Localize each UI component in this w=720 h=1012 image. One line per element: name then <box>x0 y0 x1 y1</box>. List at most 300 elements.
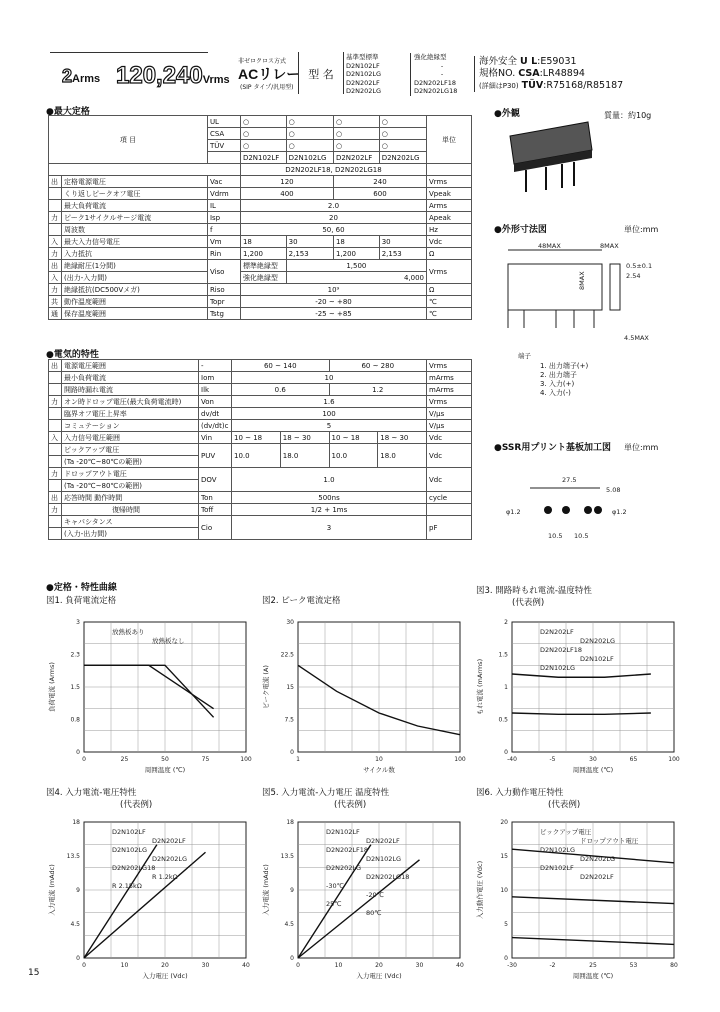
fig6-title: 図6. 入力動作電圧特性 <box>476 788 564 798</box>
series-label: D2N202LG <box>580 855 616 863</box>
cert-mark: ○ <box>333 140 379 152</box>
row-name: 絶縁耐圧(1分間) <box>62 260 208 272</box>
side-label: 力 <box>49 212 62 224</box>
row-unit: pF <box>427 516 472 540</box>
row-unit: ℃ <box>427 296 472 308</box>
row-unit: Vrms <box>427 360 472 372</box>
x-tick-label: 53 <box>629 962 638 969</box>
series-label: D2N102LF <box>540 864 574 872</box>
certifications <box>474 56 623 92</box>
series-label: D2N102LG <box>112 846 148 854</box>
type-main: ACリレー <box>238 66 301 82</box>
type-line1: 非ゼロクロス方式 <box>238 58 287 65</box>
model-cell: D2N202LF <box>333 152 379 164</box>
cert-mark: ○ <box>240 128 286 140</box>
voltage-rating <box>116 62 230 90</box>
cert-mark: ○ <box>379 140 426 152</box>
resp-off: 復帰時間 <box>62 504 199 516</box>
series-label: D2N202LF <box>366 837 400 845</box>
dim-height: 8MAX <box>578 271 586 290</box>
x-axis-label: 周囲温度 (℃) <box>144 766 186 774</box>
row-sym: Vac <box>207 176 240 188</box>
fig4-chart <box>44 808 256 984</box>
row-val: 2,153 <box>379 248 426 260</box>
series-line <box>512 713 651 714</box>
y-tick-label: 0 <box>290 749 294 756</box>
safety-models <box>410 53 470 96</box>
row-sym: Ilk <box>199 384 232 396</box>
row-val: 1.6 <box>232 396 427 408</box>
y-tick-label: 0.8 <box>70 716 80 724</box>
x-tick-label: 30 <box>415 962 424 969</box>
fig1-title: 図1. 負荷電流定格 <box>46 596 117 606</box>
fig3-title: 図3. 開路時もれ電流-温度特性 <box>476 586 592 596</box>
dimensions-heading: ●外形寸法図 <box>494 225 547 235</box>
row-val: 2.0 <box>240 200 426 212</box>
pcb-dim1: 27.5 <box>562 476 577 484</box>
row-unit: V/μs <box>427 408 472 420</box>
pcb-label-right: φ1.2 <box>612 508 627 516</box>
row-val: 10.0 <box>329 444 378 468</box>
y-tick-label: 18 <box>72 819 80 826</box>
y-tick-label: 20 <box>500 819 508 826</box>
row-sym: - <box>199 360 232 372</box>
pcb-unit: 単位:mm <box>624 443 659 452</box>
x-tick-label: -30 <box>507 962 517 969</box>
dim-note2: 2.54 <box>626 272 641 280</box>
row-val: -25 ~ +85 <box>240 308 426 320</box>
row-unit: mArms <box>427 372 472 384</box>
y-tick-label: 4.5 <box>70 921 80 928</box>
safety-model: - <box>440 70 444 78</box>
series-label: D2N102LG <box>540 664 576 672</box>
row-val: 0.6 <box>232 384 330 396</box>
isolation-std: 標準絶縁型 <box>240 260 286 272</box>
cert-mark: ○ <box>286 128 333 140</box>
x-tick-label: 65 <box>629 756 638 763</box>
y-tick-label: 2.3 <box>70 651 80 659</box>
y-tick-label: 0 <box>504 955 508 962</box>
row-val: 18.0 <box>280 444 329 468</box>
row-unit: Ω <box>427 284 472 296</box>
model-label: 型 名 <box>308 68 334 81</box>
series-label: ピックアップ電圧 <box>540 828 592 836</box>
row-val: 50, 60 <box>240 224 426 236</box>
series-label: 80℃ <box>366 909 382 917</box>
x-axis-label: 入力電圧 (Vdc) <box>142 972 188 980</box>
row-name: 保存温度範囲 <box>62 308 208 320</box>
x-axis-label: 周囲温度 (℃) <box>572 766 614 774</box>
row-sym: f <box>207 224 240 236</box>
row-val: 1,500 <box>286 260 426 272</box>
pcb-hole <box>562 506 570 514</box>
row-sub: (Ta -20℃~80℃の範囲) <box>62 480 199 492</box>
row-val: 1,200 <box>240 248 286 260</box>
resp-on: 動作時間 <box>94 493 123 502</box>
row-sym: Ton <box>199 492 232 504</box>
row-val: 1/2 + 1ms <box>232 504 427 516</box>
row-sym: Rin <box>207 248 240 260</box>
x-tick-label: -5 <box>549 756 556 763</box>
x-tick-label: 40 <box>456 962 464 969</box>
fig2-chart <box>258 608 470 778</box>
row-name: 動作温度範囲 <box>62 296 208 308</box>
y-tick-label: 3 <box>76 619 80 626</box>
std-model: D2N102LF <box>346 61 380 70</box>
std-model: D2N202LG <box>346 87 382 95</box>
row-val: 18 ~ 30 <box>378 432 427 444</box>
row-name: 臨界オフ電圧上昇率 <box>62 408 199 420</box>
series-label: ドロップアウト電圧 <box>580 837 639 845</box>
y-tick-label: 0.5 <box>498 716 508 724</box>
y-tick-label: 18 <box>286 819 294 826</box>
row-val: 2,153 <box>286 248 333 260</box>
x-axis-label: 周囲温度 (℃) <box>572 972 614 980</box>
cert-mark: ○ <box>240 140 286 152</box>
body-outline <box>508 264 602 310</box>
series-label: 放熱板なし <box>152 637 185 645</box>
model-cell: D2N102LG <box>286 152 333 164</box>
fig5-title: 図5. 入力電流-入力電圧 温度特性 <box>262 788 390 798</box>
row-sym: Topr <box>207 296 240 308</box>
row-unit: Vdc <box>427 468 472 492</box>
x-tick-label: 10 <box>375 756 383 763</box>
type-line2: (SIP タイプ/汎用型) <box>240 84 294 91</box>
cert-row-label: TÜV <box>207 140 240 152</box>
detail-ref: (詳細はP30) <box>479 82 519 90</box>
y-tick-label: 15 <box>286 684 294 691</box>
fig2-title: 図2. ピーク電流定格 <box>262 596 341 606</box>
x-tick-label: 30 <box>589 756 597 763</box>
series-label: D2N202LF18 <box>540 646 583 654</box>
row-sym: PUV <box>199 444 232 468</box>
series-label: D2N202LG <box>152 855 188 863</box>
x-tick-label: 20 <box>161 962 169 969</box>
elec-chars-table: 出 電源電圧範囲 - 60 ~ 140 60 ~ 280 Vrms 最小負荷電流 Iom 10 mArms 開路時漏れ電流 Ilk 0.6 1.2 mArms 力 オン時ドロップ電圧(最大負荷電流時) Von 1.6 Vrms 臨界オフ電圧上昇率 dv/dt 100 V/μs コミュテーション (dv/dt)c 5 V/μs 入 入力信号電圧範囲 Vin 10 ~ 18 18 ~ 30 10 ~ 18 18 ~ 30 Vdc ピックアップ電圧 PUV 10.0 18.0 10.0 18.0 Vdc (Ta -20℃~80℃の範囲) 力 ドロップアウト電圧 DOV 1.0 Vdc (Ta -20℃~80℃の範囲) 出 応答時間 動作時間 Ton 500ns cycle 力 復帰時間 Toff 1/2 + 1ms キャパシタンス Cio 3 pF (入力-出力間) <box>48 359 472 540</box>
row-sym: Von <box>199 396 232 408</box>
series-line <box>84 845 157 958</box>
pin-item: 1. 出力端子(+) <box>540 362 589 370</box>
pcb-label-left: φ1.2 <box>506 508 521 516</box>
y-tick-label: 9 <box>76 887 80 894</box>
fig5-chart <box>258 808 470 984</box>
row-name: ドロップアウト電圧 <box>62 468 199 480</box>
row-sym: Isp <box>207 212 240 224</box>
cert-mark: ○ <box>379 128 426 140</box>
cert-csa-no: :LR48894 <box>539 68 585 79</box>
page-number: 15 <box>28 968 40 978</box>
row-sym: IL <box>207 200 240 212</box>
row-name: 定格電源電圧 <box>62 176 208 188</box>
x-tick-label: 10 <box>334 962 343 969</box>
side-outline <box>610 264 620 310</box>
cert-mark: ○ <box>286 140 333 152</box>
row-sym: Vm <box>207 236 240 248</box>
y-axis-label: 負荷電流 (Arms) <box>48 662 56 712</box>
row-name: 最大入力信号電圧 <box>62 236 208 248</box>
header-rule <box>50 52 208 53</box>
x-tick-label: 75 <box>201 756 210 763</box>
row-val: 20 <box>240 212 426 224</box>
x-tick-label: 10 <box>120 962 129 969</box>
item-header: 項 目 <box>49 116 208 164</box>
dim-width: 48MAX <box>538 242 561 250</box>
pcb-dim4: 10.5 <box>574 532 589 540</box>
row-unit: Vrms <box>427 176 472 188</box>
row-val: 100 <box>232 408 427 420</box>
pcb-drawing <box>500 470 670 550</box>
row-unit: Ω <box>427 248 472 260</box>
row-sym: Toff <box>199 504 232 516</box>
fig6-sub: (代表例) <box>548 800 581 810</box>
row-sym: Cio <box>199 516 232 540</box>
row-unit: Vdc <box>427 432 472 444</box>
row-sub: (出力-入力間) <box>62 272 208 284</box>
fig3-chart <box>472 608 684 778</box>
series-label: D2N202LF <box>152 837 186 845</box>
y-tick-label: 10 <box>500 887 508 894</box>
x-tick-label: 25 <box>120 756 129 763</box>
x-tick-label: -2 <box>549 962 556 969</box>
row-val: 30 <box>379 236 426 248</box>
x-tick-label: 100 <box>668 756 680 763</box>
voltage-unit: Vrms <box>202 74 230 86</box>
row-val: 3 <box>232 516 427 540</box>
cert-ul: U L <box>520 56 538 67</box>
row-name: キャパシタンス <box>62 516 199 528</box>
cert-mark: ○ <box>286 116 333 128</box>
y-tick-label: 1.5 <box>498 651 508 659</box>
series-label: D2N202LG <box>580 637 616 645</box>
pcb-dim3: 10.5 <box>548 532 563 540</box>
row-name: 絶縁抵抗(DC500Vメガ) <box>62 284 208 296</box>
row-name: 電源電圧範囲 <box>62 360 199 372</box>
cert-mark: ○ <box>333 116 379 128</box>
std-model: D2N202LF <box>346 78 380 87</box>
row-sym: Vin <box>199 432 232 444</box>
row-val: -20 ~ +80 <box>240 296 426 308</box>
x-tick-label: 30 <box>201 962 210 969</box>
y-tick-label: 7.5 <box>284 716 294 724</box>
row-val: 1.0 <box>232 468 427 492</box>
series-label: D2N202LG18 <box>112 864 156 872</box>
pin-item: 4. 入力(-) <box>540 389 571 397</box>
row-val: 10 <box>232 372 427 384</box>
y-tick-label: 15 <box>500 853 508 860</box>
row-val: 1,200 <box>333 248 379 260</box>
voltage-value: 120,240 <box>116 62 203 89</box>
row-unit: Hz <box>427 224 472 236</box>
row-unit: ℃ <box>427 308 472 320</box>
x-axis-label: サイクル数 <box>363 766 395 774</box>
row-val: 400 <box>240 188 333 200</box>
series-line <box>84 665 214 717</box>
row-unit: Apeak <box>427 212 472 224</box>
x-tick-label: 100 <box>454 756 466 763</box>
row-val: 18 ~ 30 <box>280 432 329 444</box>
series-label: D2N102LF <box>580 655 614 663</box>
series-line <box>512 674 651 677</box>
y-tick-label: 22.5 <box>280 651 294 659</box>
row-name: くり返しピークオフ電圧 <box>62 188 208 200</box>
current-value: 2 <box>62 66 73 86</box>
y-tick-label: 13.5 <box>280 853 294 860</box>
dim-note1: 0.5±0.1 <box>626 262 653 270</box>
row-val: 18 <box>333 236 379 248</box>
row-sym: (dv/dt)c <box>199 420 232 432</box>
curves-heading: ●定格・特性曲線 <box>46 583 117 593</box>
row-unit: Vpeak <box>427 188 472 200</box>
cert-csa: CSA <box>518 68 540 79</box>
row-val: 10 ~ 18 <box>232 432 281 444</box>
weight-text: 質量：約10g <box>604 111 652 120</box>
cert-mark: ○ <box>333 128 379 140</box>
fig3-sub: (代表例) <box>512 598 545 608</box>
series-label: D2N202LG18 <box>366 873 410 881</box>
row-val: 60 ~ 280 <box>329 360 427 372</box>
row-name: オン時ドロップ電圧(最大負荷電流時) <box>62 396 199 408</box>
row-val: 4,000 <box>286 272 426 284</box>
series-label: D2N102LG <box>540 846 576 854</box>
row-name: 最小負荷電流 <box>62 372 199 384</box>
fig4-title: 図4. 入力電流-電圧特性 <box>46 788 137 798</box>
y-tick-label: 0 <box>504 749 508 756</box>
unit-header: 単位 <box>427 116 472 164</box>
pcb-hole <box>584 506 592 514</box>
row-unit: Vrms <box>427 260 472 284</box>
series-label: -30℃ <box>326 882 344 890</box>
series-label: -20℃ <box>366 891 384 899</box>
cert-row-label: UL <box>207 116 240 128</box>
y-tick-label: 4.5 <box>284 921 294 928</box>
std-title: 基準型標準 <box>346 53 379 61</box>
row-name: ピーク1サイクルサージ電流 <box>62 212 208 224</box>
row-val: 18 <box>240 236 286 248</box>
row-val: 5 <box>232 420 427 432</box>
fig6-chart <box>472 808 684 984</box>
std-model: D2N102LG <box>346 70 382 78</box>
row-val: 500ns <box>232 492 427 504</box>
spec-title: 規格NO. <box>479 68 516 79</box>
appearance-heading: ●外観 <box>494 109 520 119</box>
y-axis-label: もれ電流 (mArms) <box>476 658 484 716</box>
row-sym: Vdrm <box>207 188 240 200</box>
x-tick-label: 100 <box>240 756 252 763</box>
x-tick-label: 0 <box>82 962 86 969</box>
x-tick-label: 0 <box>82 756 86 763</box>
row-unit: cycle <box>427 492 472 504</box>
x-tick-label: 50 <box>161 756 169 763</box>
current-unit: Arms <box>72 73 101 85</box>
model-label-box <box>298 52 344 94</box>
row-val: 60 ~ 140 <box>232 360 330 372</box>
max-ratings-table: 項 目 UL ○ ○ ○ ○ 単位 CSA ○ ○ ○ ○ TÜV ○ ○ ○ ○ D2N102LF D2N102LG D2N202LF D2N202LG D2N202LF18, D2N202LG18 出 定格電源電圧 Vac 120 240 Vrms くり返しピークオフ電圧 Vdrm 400 600 Vpeak 最大負荷電流 IL 2.0 Arms 力 ピーク1サイクルサージ電流 Isp 20 Apeak 周波数 f 50, 60 Hz 入 最大入力信号電圧 Vm 18 30 18 30 Vdc 力 入力抵抗 Rin 1,200 2,153 1,200 2,153 Ω 出 絶縁耐圧(1分間) Viso 標準絶縁型 1,500 Vrms 入 (出力-入力間) 強化絶縁型 4,000 力 絶縁抵抗(DC500Vメガ) Riso 10⁹ Ω 共 動作温度範囲 Topr -20 ~ +80 ℃ 通 保存温度範囲 Tstg -25 ~ +85 ℃ <box>48 115 472 320</box>
std-models <box>346 53 381 96</box>
y-tick-label: 0 <box>76 955 80 962</box>
row-sym: Iom <box>199 372 232 384</box>
row-val: 240 <box>333 176 426 188</box>
x-tick-label: 80 <box>670 962 678 969</box>
model-cell: D2N202LG <box>379 152 426 164</box>
row-val: 18.0 <box>378 444 427 468</box>
x-tick-label: 40 <box>242 962 250 969</box>
row-name: ピックアップ電圧 <box>62 444 199 456</box>
y-tick-label: 1.5 <box>70 684 80 691</box>
pcb-heading: ●SSR用プリント基板加工図 <box>494 443 611 453</box>
dim-unit: 単位:mm <box>624 225 659 234</box>
y-axis-label: ピーク電流 (A) <box>262 665 270 709</box>
pin-title: 端子 <box>518 352 531 360</box>
y-tick-label: 30 <box>286 619 294 626</box>
y-tick-label: 0 <box>290 955 294 962</box>
x-tick-label: 1 <box>296 756 300 763</box>
overseas-title: 海外安全 <box>479 56 518 67</box>
pcb-hole <box>544 506 552 514</box>
model-row2: D2N202LF18, D2N202LG18 <box>240 164 426 176</box>
y-axis-label: 入力電流 (mAdc) <box>48 864 56 916</box>
isolation-reinf: 強化絶縁型 <box>240 272 286 284</box>
pcb-hole <box>594 506 602 514</box>
y-tick-label: 5 <box>504 921 508 928</box>
series-label: D2N202LF <box>580 873 614 881</box>
series-label: 25℃ <box>326 900 342 908</box>
side-label: 出 <box>49 176 62 188</box>
y-tick-label: 13.5 <box>66 853 80 860</box>
row-unit: Vdc <box>427 444 472 468</box>
row-name: 入力抵抗 <box>62 248 208 260</box>
series-label: D2N102LG <box>366 855 402 863</box>
row-val: 120 <box>240 176 333 188</box>
row-unit: Arms <box>427 200 472 212</box>
y-tick-label: 2 <box>504 619 508 626</box>
row-val: 10.0 <box>232 444 281 468</box>
row-sym: DOV <box>199 468 232 492</box>
cert-row-label: CSA <box>207 128 240 140</box>
y-axis-label: 入力電流 (mAdc) <box>262 864 270 916</box>
model-cell: D2N102LF <box>240 152 286 164</box>
fig5-sub: (代表例) <box>334 800 367 810</box>
x-tick-label: 25 <box>589 962 597 969</box>
row-val: 600 <box>333 188 426 200</box>
row-val: 1.2 <box>329 384 427 396</box>
row-val: 30 <box>286 236 333 248</box>
cert-tuv: TÜV <box>521 80 544 91</box>
series-label: R 1.2kΩ <box>152 873 178 881</box>
y-axis-label: 入力動作電圧 (Vdc) <box>476 860 484 920</box>
row-sub: (入力-出力間) <box>62 528 199 540</box>
y-tick-label: 1 <box>504 684 508 691</box>
pin-list <box>540 362 588 398</box>
safety-model: D2N202LG18 <box>414 87 458 95</box>
cert-ul-no: :E59031 <box>537 56 577 67</box>
x-axis-label: 入力電圧 (Vdc) <box>356 972 402 980</box>
row-val: 10⁹ <box>240 284 426 296</box>
y-tick-label: 9 <box>290 887 294 894</box>
series-label: D2N202LF <box>540 628 574 636</box>
pin-item: 3. 入力(+) <box>540 380 575 388</box>
row-val: 10 ~ 18 <box>329 432 378 444</box>
safety-model: - <box>440 61 444 70</box>
cert-tuv-no: :R75168/R85187 <box>543 80 624 91</box>
row-name: コミュテーション <box>62 420 199 432</box>
series-label: R 2.15kΩ <box>112 882 142 890</box>
series-label: D2N102LF <box>326 828 360 836</box>
max-ratings-heading: ●最大定格 <box>46 107 90 117</box>
row-unit: Vdc <box>427 236 472 248</box>
x-tick-label: 20 <box>375 962 383 969</box>
row-sub: (Ta -20℃~80℃の範囲) <box>62 456 199 468</box>
resp-name: 応答時間 <box>64 493 92 502</box>
